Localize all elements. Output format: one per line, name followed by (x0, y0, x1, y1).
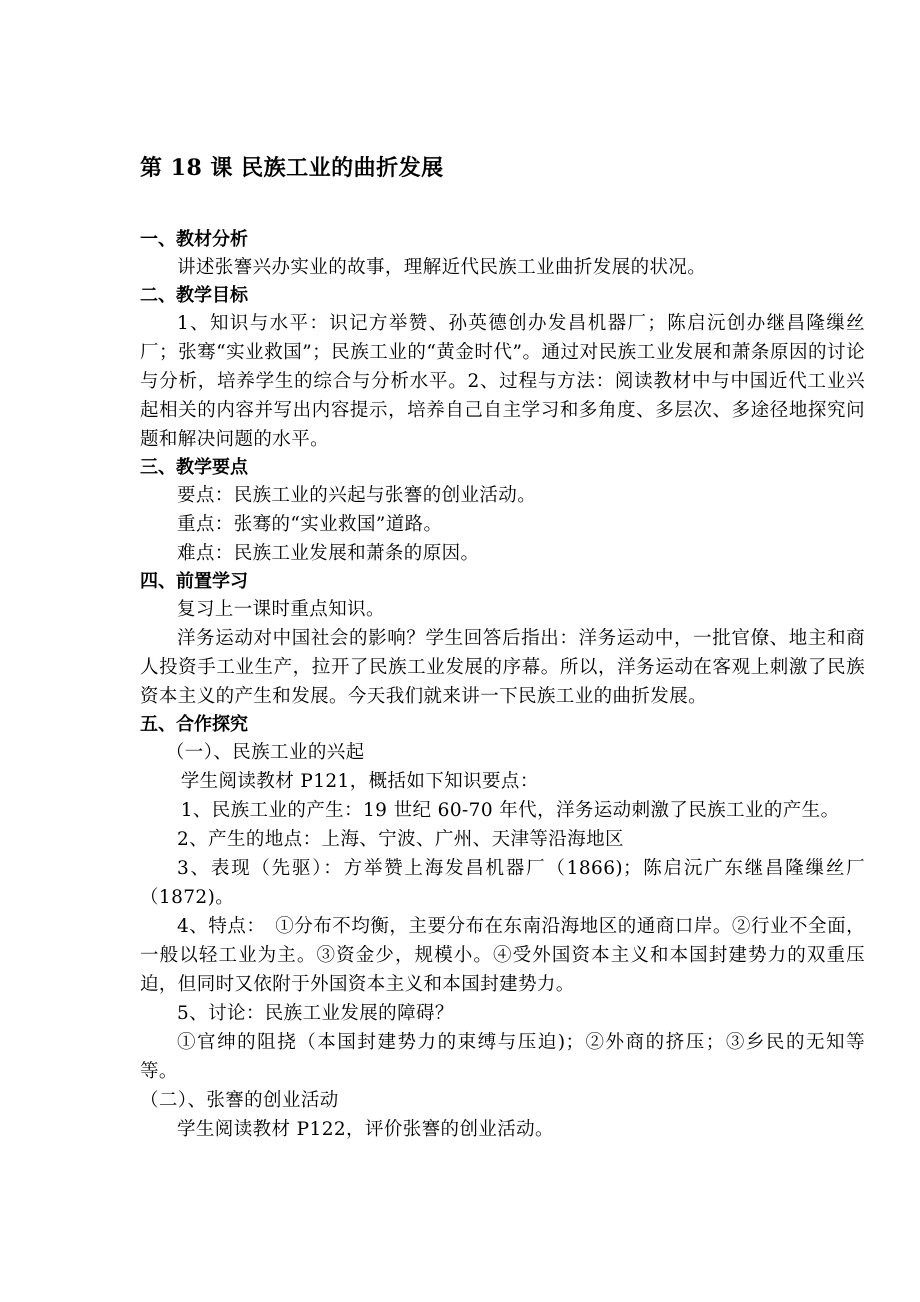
paragraph: 3、表现（先驱）：方举赞上海发昌机器厂（1866)；陈启沅广东继昌隆缫丝厂（1872)。 (140, 858, 865, 908)
subsection-heading-1: （一）、民族工业的兴起 (165, 742, 365, 763)
page-title: 第 18 课 民族工业的曲折发展 (140, 155, 444, 181)
section-heading-2: 二、教学目标 (140, 285, 248, 306)
subsection-heading-2: （二）、张謇的创业活动 (140, 1090, 339, 1111)
title-spacer (140, 186, 865, 226)
document-page (140, 150, 865, 1144)
paragraph: 1、知识与水平：识记方举赞、孙英德创办发昌机器厂；陈启沅创办继昌隆缫丝厂；张骞“实业救国”；民族工业的“黄金时代”。通过对民族工业发展和萧条原因的讨论与分析，培养学生的综合与分析水平。2、过程与方法：阅读教材中与中国近代工业兴起相关的内容并写出内容提示，培养自己自主学习和多角度、多层次、多途径地探究问题和解决问题的水平。 (140, 313, 865, 450)
section-heading-5: 五、合作探究 (140, 714, 248, 735)
paragraph: 学生阅读教材 P121，概括如下知识要点： (180, 771, 539, 792)
paragraph: 4、特点： ①分布不均衡，主要分布在东南沿海地区的通商口岸。②行业不全面，一般以轻工业为主。③资金少，规模小。④受外国资本主义和本国封建势力的双重压迫，但同时又依附于外国资本主义和本国封建势力。 (140, 916, 865, 995)
paragraph: 要点：民族工业的兴起与张謇的创业活动。 (177, 485, 537, 506)
paragraph: 1、民族工业的产生：19 世纪 60-70 年代，洋务运动刺激了民族工业的产生。 (180, 800, 840, 821)
paragraph: 2、产生的地点：上海、宁波、广州、天津等沿海地区 (177, 829, 624, 850)
paragraph: 重点：张骞的“实业救国”道路。 (177, 514, 443, 535)
section-heading-3: 三、教学要点 (140, 457, 248, 478)
section-heading-1: 一、教材分析 (140, 229, 248, 250)
section-heading-4: 四、前置学习 (140, 571, 248, 592)
paragraph: 讲述张謇兴办实业的故事，理解近代民族工业曲折发展的状况。 (177, 257, 707, 278)
paragraph: 洋务运动对中国社会的影响？学生回答后指出：洋务运动中，一批官僚、地主和商人投资手工业生产，拉开了民族工业发展的序幕。所以，洋务运动在客观上刺激了民族资本主义的产生和发展。今天我们就来讲一下民族工业的曲折发展。 (140, 628, 865, 707)
paragraph: 5、讨论：民族工业发展的障碍？ (177, 1003, 454, 1024)
paragraph: ①官绅的阻挠（本国封建势力的束缚与压迫)；②外商的挤压；③乡民的无知等等。 (140, 1032, 865, 1082)
paragraph: 难点：民族工业发展和萧条的原因。 (177, 543, 480, 564)
paragraph: 复习上一课时重点知识。 (177, 599, 385, 620)
paragraph: 学生阅读教材 P122，评价张謇的创业活动。 (177, 1119, 554, 1140)
